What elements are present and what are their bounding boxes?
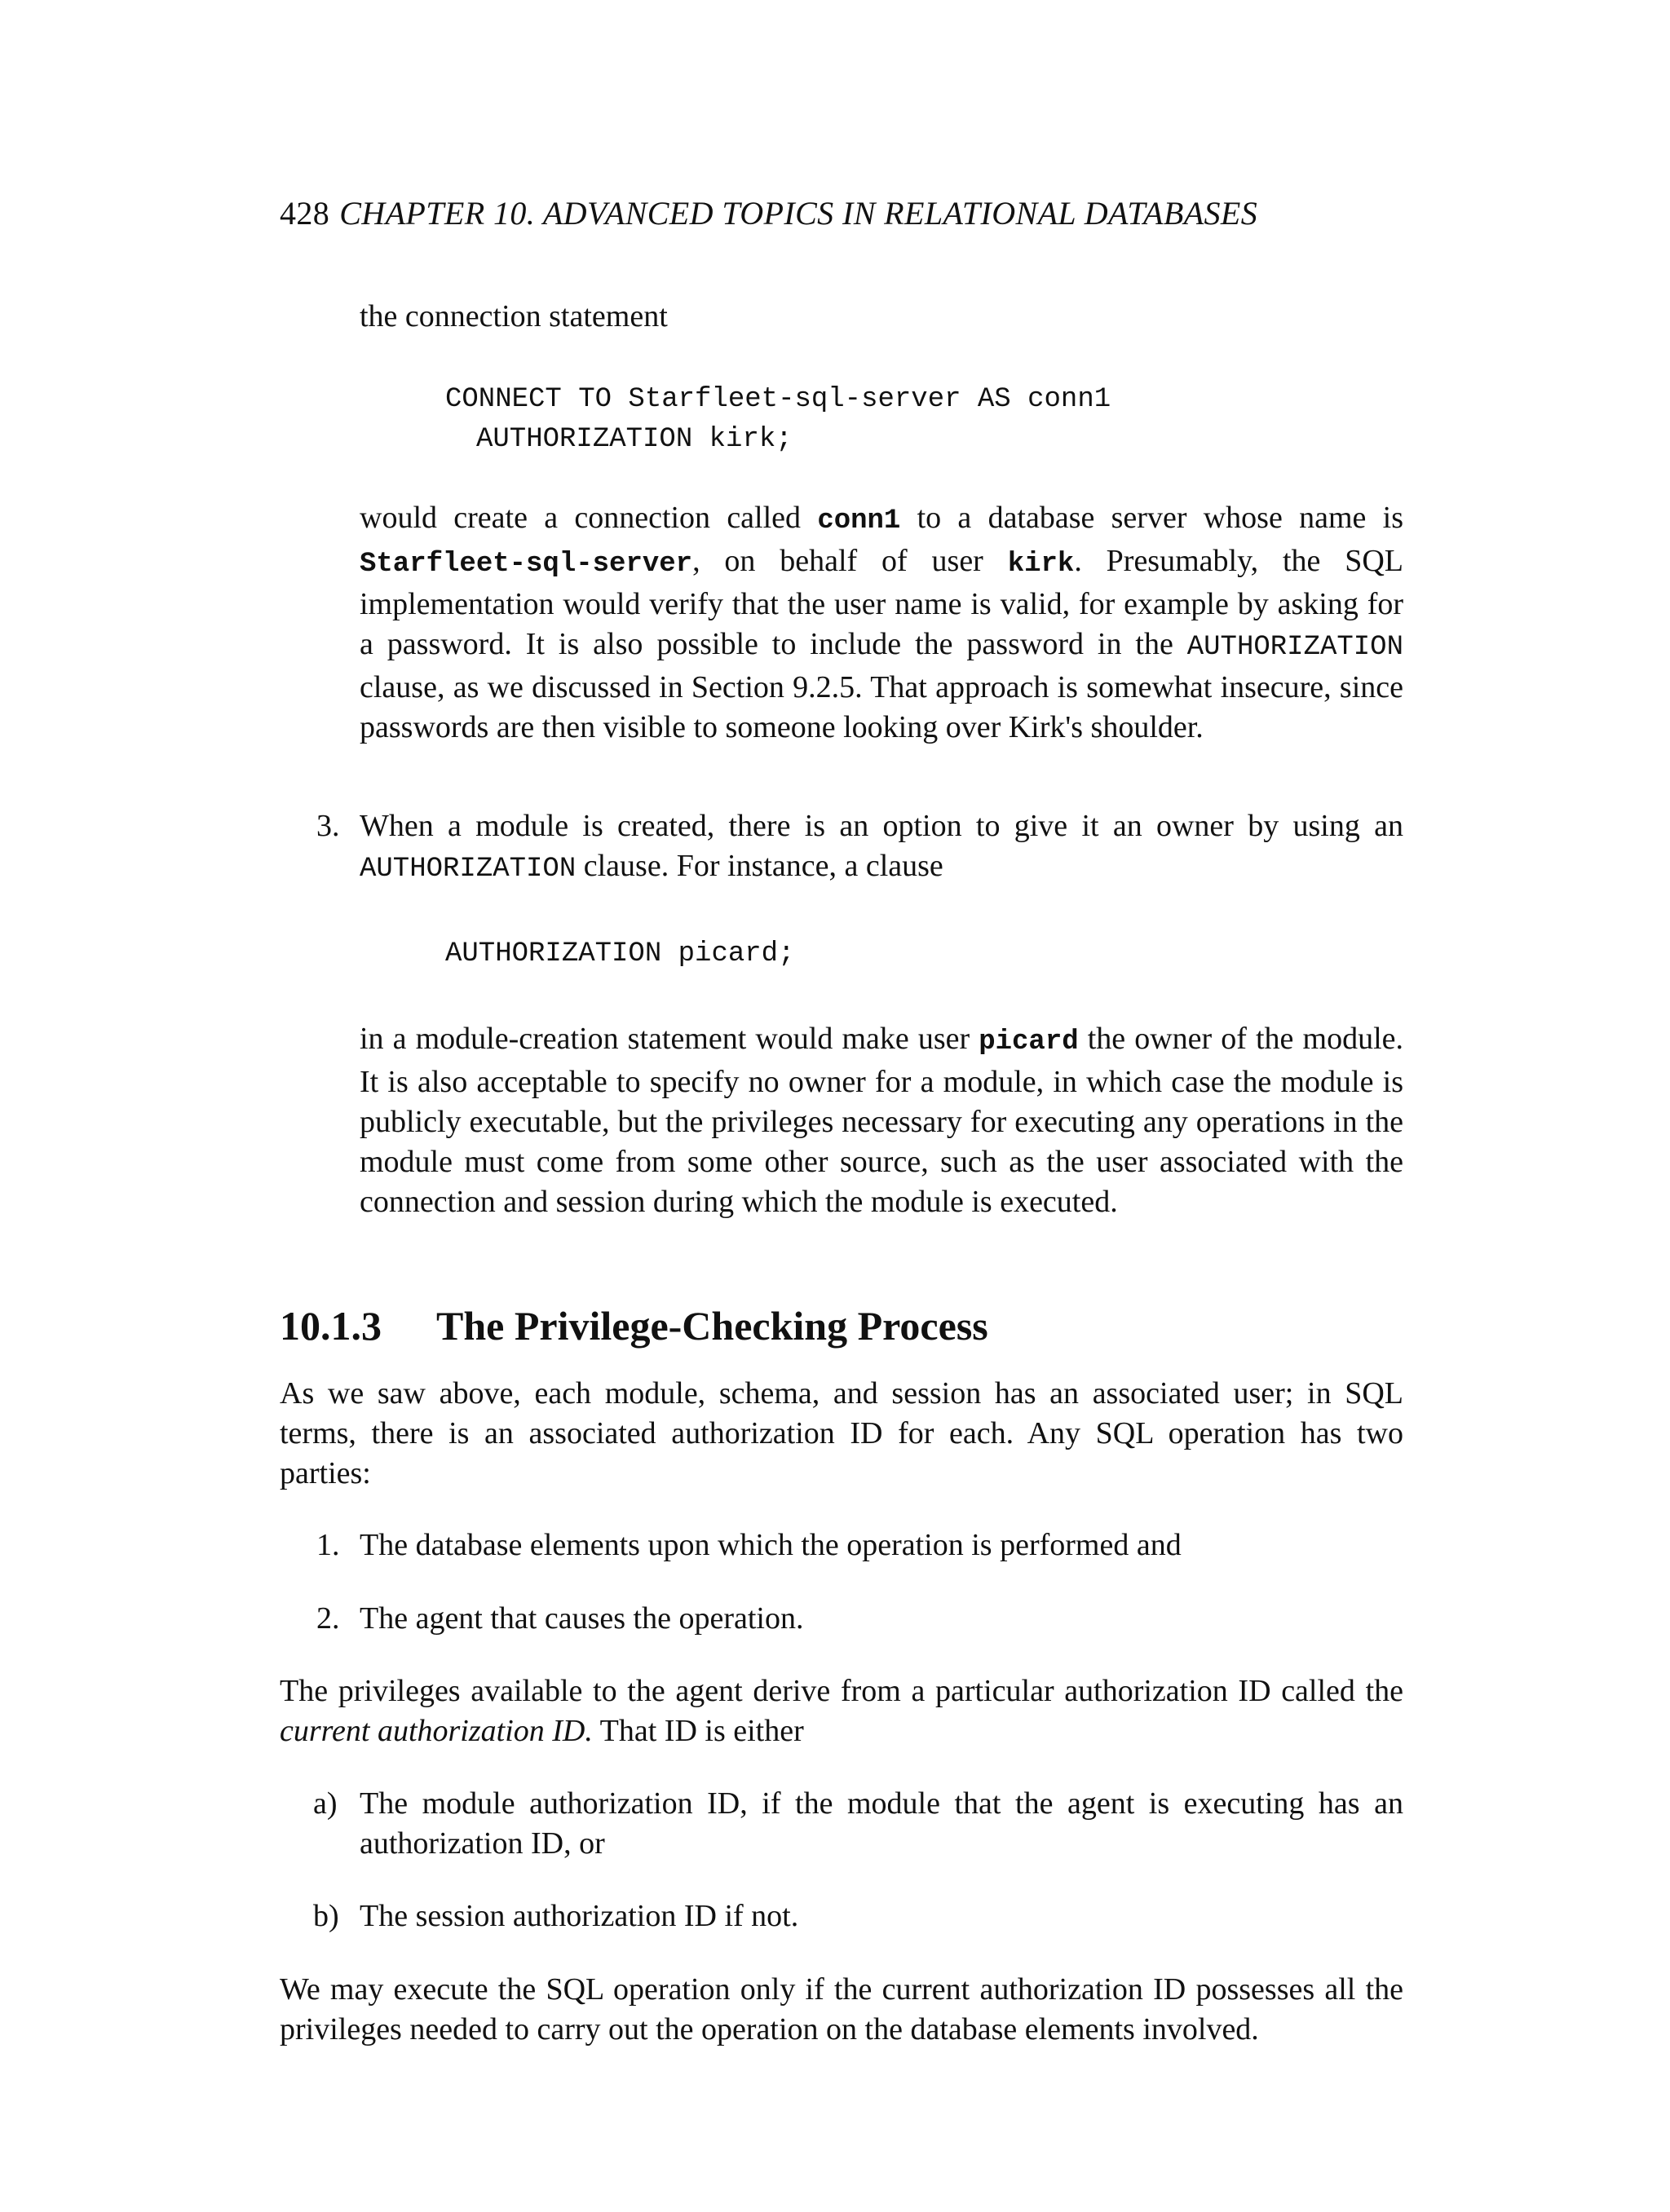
section-title: The Privilege-Checking Process: [436, 1303, 988, 1349]
connection-explanation-paragraph: would create a connection called conn1 to a database server whose name is Starfleet-sql-server, on behalf of user kirk. Presumably, the SQL implementation would verify that the user name is valid, for example by asking for a password. It is also possible to include the password in the AUTHORIZATION clause, as we discussed in Section 9.2.5. That approach is somewhat insecure, since passwords are then visible to someone looking over Kirk's shoulder.: [360, 501, 1403, 744]
section-heading: [280, 1302, 988, 1349]
code-server-name: Starfleet-sql-server: [360, 549, 693, 580]
authorization-clause-code: AUTHORIZATION picard;: [445, 938, 795, 969]
code-conn1: conn1: [817, 506, 901, 536]
option-item-a: The module authorization ID, if the module that the agent is executing has an authorization ID, or: [360, 1786, 1403, 1861]
term-current-authorization-id: current authorization ID.: [280, 1714, 593, 1748]
connect-statement-line-1: CONNECT TO Starfleet-sql-server AS conn1: [445, 384, 1111, 415]
code-authorization: AUTHORIZATION: [1186, 632, 1403, 663]
intro-line: the connection statement: [360, 299, 668, 333]
page-number: 428: [280, 195, 330, 232]
list-number-1: 1.: [316, 1528, 340, 1562]
list-label-b: b): [313, 1899, 339, 1933]
list-number-3: 3.: [316, 809, 340, 843]
module-owner-paragraph: in a module-creation statement would make user picard the owner of the module. It is also acceptable to specify no owner for a module, in which case the module is publicly executable, but the privileges necessary for executing any operations in the module must come from some other source, such as the user associated with the connection and session during which the module is executed.: [360, 1022, 1403, 1219]
module-owner-item: When a module is created, there is an option to give it an owner by using an AUTHORIZATION clause. For instance, a clause: [360, 809, 1403, 885]
connect-statement-line-2: AUTHORIZATION kirk;: [476, 424, 793, 455]
section-number: 10.1.3: [280, 1303, 382, 1349]
code-picard: picard: [979, 1027, 1079, 1057]
chapter-title: CHAPTER 10. ADVANCED TOPICS IN RELATIONAL DATABASES: [339, 195, 1258, 232]
privilege-intro-paragraph: As we saw above, each module, schema, and session has an associated user; in SQL terms, there is an associated authorization ID for each. Any SQL operation has two parties:: [280, 1376, 1403, 1490]
code-authorization: AUTHORIZATION: [360, 854, 577, 885]
list-label-a: a): [313, 1786, 338, 1821]
list-number-2: 2.: [316, 1601, 340, 1636]
current-authorization-paragraph: The privileges available to the agent derive from a particular authorization ID called the current authorization ID. That ID is either: [280, 1674, 1403, 1748]
running-head: [280, 194, 1257, 232]
closing-paragraph: We may execute the SQL operation only if the current authorization ID possesses all the privileges needed to carry out the operation on the database elements involved.: [280, 1972, 1403, 2046]
party-item-1: The database elements upon which the operation is performed and: [360, 1528, 1182, 1562]
party-item-2: The agent that causes the operation.: [360, 1601, 804, 1636]
code-kirk: kirk: [1007, 549, 1075, 580]
option-item-b: The session authorization ID if not.: [360, 1899, 799, 1933]
